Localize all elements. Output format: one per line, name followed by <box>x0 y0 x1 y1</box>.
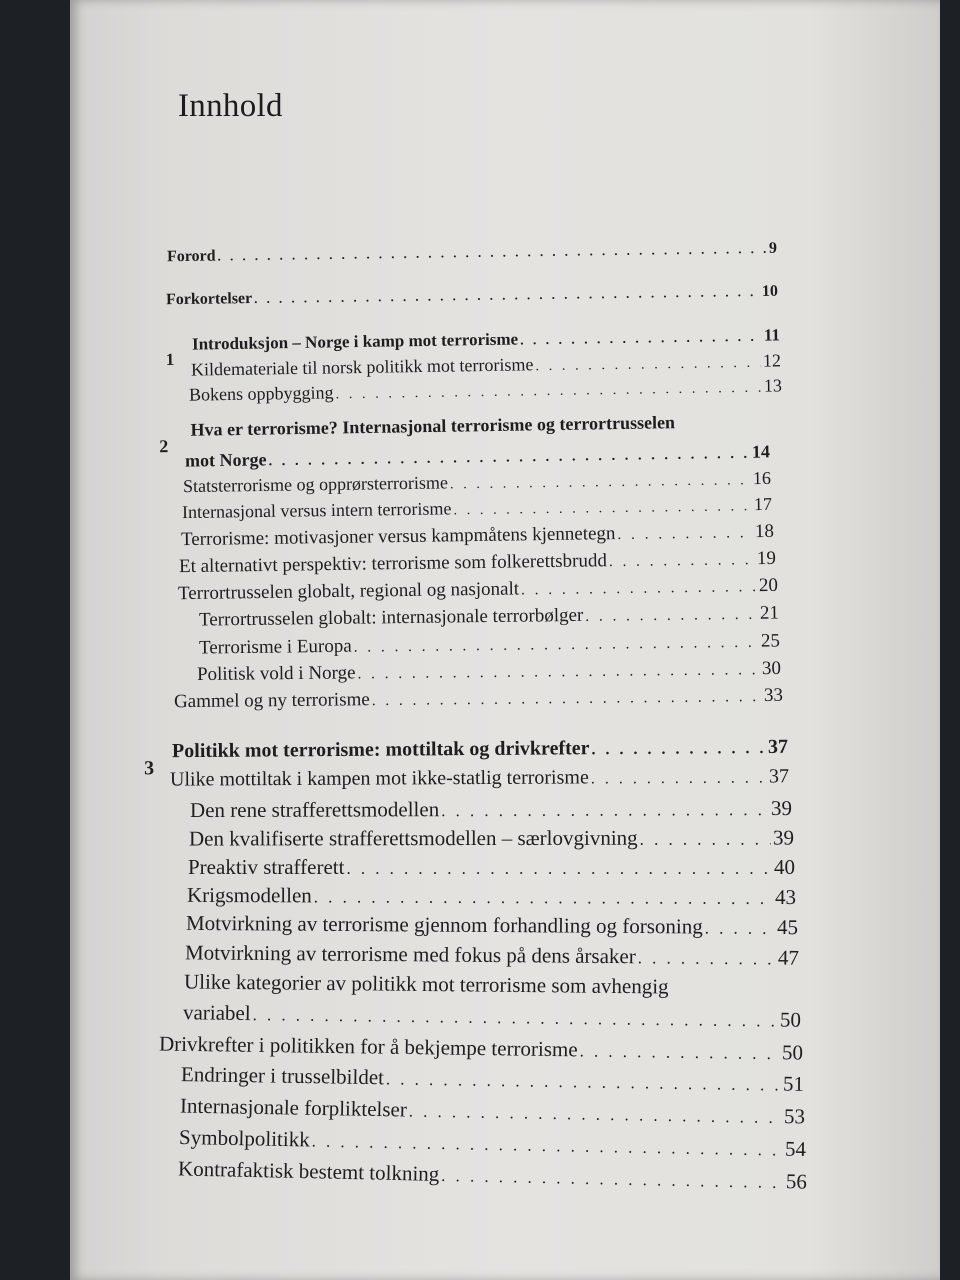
toc-entry-page: 45 <box>776 914 799 940</box>
toc-entry-page: 11 <box>763 325 781 345</box>
toc-entry <box>181 521 774 551</box>
toc-entry <box>179 548 776 578</box>
toc-entry-page: 39 <box>770 795 793 821</box>
toc-entry-page: 53 <box>783 1104 806 1129</box>
leader-dots <box>580 1041 781 1064</box>
toc-entry <box>174 685 783 713</box>
leader-dots <box>640 830 771 850</box>
leader-dots <box>450 472 751 493</box>
leader-dots <box>585 606 758 626</box>
toc-entry-label: Drivkrefter i politikken for å bekjempe terrorisme <box>158 1031 578 1062</box>
toc-entry-page: 56 <box>785 1169 808 1194</box>
toc-entry-label: Internasjonal versus intern terrorisme <box>181 498 452 523</box>
toc-entry-label: Krigsmodellen <box>186 882 312 908</box>
chapter-number: 1 <box>165 349 175 370</box>
leader-dots <box>441 800 769 821</box>
leader-dots <box>617 524 753 544</box>
leader-dots <box>314 887 773 909</box>
toc-subentry <box>199 630 780 659</box>
toc-entry-page: 20 <box>758 574 779 597</box>
toc-entry-label: Politisk vold i Norge <box>196 662 356 686</box>
toc-chapter-2-heading <box>159 412 676 457</box>
toc-entry-label: Statsterrorisme og opprørsterrorisme <box>182 472 449 497</box>
toc-subentry <box>199 602 779 631</box>
toc-entry-page: 40 <box>774 855 795 879</box>
leader-dots <box>346 859 772 879</box>
leader-dots <box>609 551 755 571</box>
toc-entry-page: 10 <box>761 282 779 300</box>
toc-entry-label: Den rene strafferettsmodellen <box>189 797 440 823</box>
leader-dots <box>218 242 768 265</box>
toc-subentry <box>190 796 792 823</box>
leader-dots <box>354 634 759 657</box>
toc-entry-page: 50 <box>779 1007 802 1032</box>
toc-subentry <box>189 825 794 851</box>
toc-entry <box>189 375 782 405</box>
toc-entry <box>178 575 778 605</box>
leader-dots <box>591 740 766 759</box>
toc-subentry-label: Ulike kategorier av politikk mot terrorisme som avhengig <box>183 969 669 999</box>
toc-entry-label: Forkortelser <box>165 290 253 309</box>
leader-dots <box>705 918 775 938</box>
toc-entry-label: Preaktiv strafferett <box>188 855 345 879</box>
leader-dots <box>335 380 762 404</box>
leader-dots <box>409 1102 782 1129</box>
toc-subentry <box>185 940 799 970</box>
toc-subentry <box>188 855 795 880</box>
toc-entry-page: 16 <box>752 467 772 489</box>
toc-entry-label: Introduksjon – Norge i kamp mot terrorisme <box>191 329 519 354</box>
toc-entry-page: 47 <box>777 945 800 970</box>
leader-dots <box>357 661 760 683</box>
toc-entry-page: 13 <box>763 375 783 396</box>
toc-subentry-cont <box>183 1000 801 1033</box>
toc-entry-label: Politikk mot terrorisme: mottiltak og drivkrefter <box>171 737 590 763</box>
leader-dots <box>521 578 757 599</box>
toc-entry-page: 21 <box>759 602 780 624</box>
toc-entry-page: 37 <box>768 765 790 788</box>
toc-entry-label: Gammel og ny terrorisme <box>173 689 370 713</box>
toc-subentry <box>181 1062 804 1097</box>
toc-entry-label: Internasjonale forpliktelser <box>179 1093 408 1122</box>
toc-subentry <box>197 658 781 686</box>
toc-entry-page: 14 <box>751 441 771 462</box>
toc-entry-label: Den kvalifiserte strafferettsmodellen – særlovgivning <box>188 825 638 851</box>
leader-dots <box>268 446 750 471</box>
toc-entry-label: Terrorisme: motivasjoner versus kampmåtens kjennetegn <box>180 523 616 551</box>
toc-entry-page: 54 <box>784 1136 807 1162</box>
leader-dots <box>441 1166 784 1193</box>
toc-entry-page: 18 <box>754 520 775 543</box>
toc-entry-label: Ulike mottiltak i kampen mot ikke-statlig terrorisme <box>169 766 589 791</box>
toc-entry-label: Terrortrusselen globalt: internasjonale terrorbølger <box>198 604 584 631</box>
leader-dots <box>591 769 767 788</box>
toc-entry-page: 9 <box>768 239 778 257</box>
toc-subentry <box>186 911 798 940</box>
toc-entry-page: 19 <box>756 547 777 570</box>
toc-entry-page: 39 <box>772 825 795 850</box>
leader-dots <box>453 498 752 519</box>
toc-entry-label: Motvirkning av terrorisme med fokus på dens årsaker <box>184 940 636 969</box>
toc-entry-page: 37 <box>767 735 789 758</box>
toc-subentry <box>180 1094 805 1130</box>
toc-entry-label: Symbolpolitikk <box>178 1124 310 1152</box>
toc-entry <box>182 494 772 523</box>
toc-entry-page: 43 <box>774 884 797 910</box>
toc-entry <box>183 468 771 497</box>
toc-entry-label: Kildemateriale til norsk politikk mot terrorisme <box>190 354 534 380</box>
leader-dots <box>520 329 762 349</box>
toc-chapter-2-cont <box>185 441 770 471</box>
toc-subentry <box>178 1156 807 1194</box>
toc-entry-label: Bokens oppbygging <box>188 382 334 405</box>
leader-dots <box>312 1132 784 1161</box>
toc-entry-label-cont: variabel <box>182 1000 251 1026</box>
toc-entry-label: Forord <box>166 247 216 266</box>
toc-entry-label: Hva er terrorisme? Internasjonal terrorisme og terrortrusselen <box>190 412 676 440</box>
leader-dots <box>253 1005 779 1031</box>
toc-entry-page: 12 <box>762 350 782 371</box>
chapter-number: 2 <box>159 436 169 457</box>
toc-entry-page: 50 <box>781 1040 804 1065</box>
toc-entry <box>170 765 789 791</box>
toc-entry <box>159 1032 803 1066</box>
book-page <box>70 0 940 1280</box>
leader-dots <box>372 688 762 710</box>
toc-entry-label: Et alternativt perspektiv: terrorisme som folkerettsbrudd <box>178 550 608 578</box>
toc-entry-label-cont: mot Norge <box>184 449 267 471</box>
toc-entry-label: Kontrafaktisk bestemt tolkning <box>177 1156 440 1186</box>
toc-entry-label: Endringer i trusselbildet <box>180 1062 385 1090</box>
toc-entry-page: 51 <box>782 1071 805 1096</box>
leader-dots <box>254 285 760 307</box>
toc-entry-forkortelser <box>166 283 778 310</box>
leader-dots <box>535 355 761 376</box>
toc-entry-page: 25 <box>760 630 781 652</box>
page-title: Innhold <box>178 88 283 124</box>
leader-dots <box>638 948 776 969</box>
toc-entry-page: 17 <box>753 493 773 515</box>
toc-entry-page: 33 <box>763 684 784 707</box>
toc-entry-page: 30 <box>761 657 782 680</box>
toc-subentry <box>187 883 796 910</box>
toc-subentry <box>179 1125 806 1162</box>
toc-entry-forord <box>167 240 777 267</box>
toc-entry-label: Terrortrusselen globalt, regional og nasjonalt <box>177 578 520 605</box>
leader-dots <box>386 1069 781 1095</box>
chapter-number: 3 <box>144 757 155 780</box>
toc-entry-label: Motvirkning av terrorisme gjennom forhandling og forsoning <box>185 910 703 939</box>
toc-entry-label: Terrorisme i Europa <box>198 635 352 659</box>
